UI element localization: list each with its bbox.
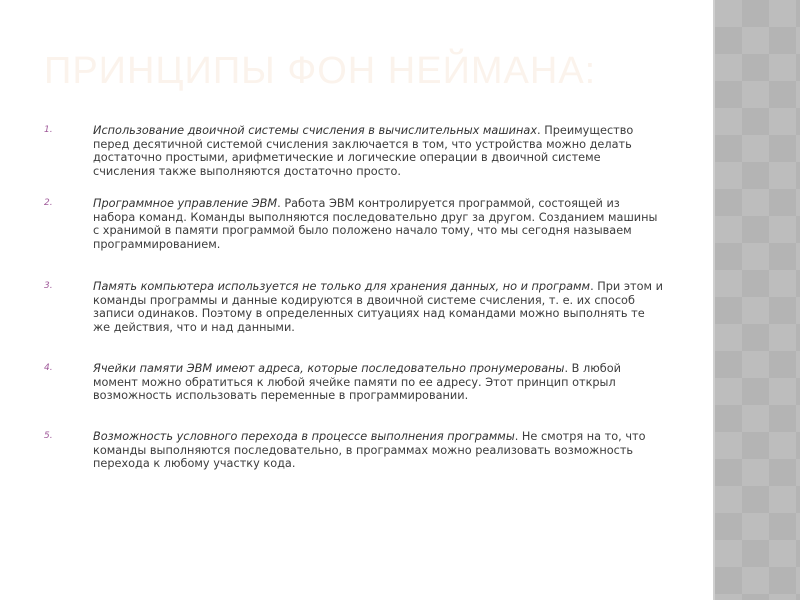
list-item [44,362,664,403]
item-heading: Программное управление ЭВМ [93,197,278,210]
list-item [44,197,664,251]
item-number: 4. [44,363,53,373]
list-item [44,430,664,471]
item-number: 3. [44,281,53,291]
item-heading: Ячейки памяти ЭВМ имеют адреса, которые последовательно пронумерованы [93,362,565,375]
item-heading: Память компьютера используется не только для хранения данных, но и программ [93,280,591,293]
item-number: 2. [44,198,53,208]
item-body: . Не смотря на то, что команды выполняются последовательно, в программах можно реализовать возможность перехода к любому участку кода. [93,430,646,471]
item-body: . В любой момент можно обратиться к любой ячейке памяти по ее адресу. Этот принцип открыл возможность использовать переменные в программировании. [93,362,621,403]
item-body: . При этом и команды программы и данные кодируются в двоичной системе счисления, т. е. их способ записи одинаков. Поэтому в определенных ситуациях над командами можно выполнять те же действия, что и над данными. [93,280,664,334]
list-item [44,280,664,334]
item-body: . Преимущество перед десятичной системой счисления заключается в том, что устройства можно делать достаточно простыми, арифметические и логические операции в двоичной системе счисления также выполняются достаточно просто. [93,124,634,178]
item-body: . Работа ЭВМ контролируется программой, состоящей из набора команд. Команды выполняются последовательно друг за другом. Созданием машины с хранимой в памяти программой было положено начало тому, что мы сегодня называем программированием. [93,197,658,251]
item-number: 1. [44,125,53,135]
item-number: 5. [44,431,53,441]
item-heading: Возможность условного перехода в процессе выполнения программы [93,430,515,443]
list-item [44,124,664,178]
slide-title: ПРИНЦИПЫ ФОН НЕЙМАНА: [44,50,597,92]
decorative-side-panel [713,0,800,600]
item-heading: Использование двоичной системы счисления в вычислительных машинах [93,124,538,137]
